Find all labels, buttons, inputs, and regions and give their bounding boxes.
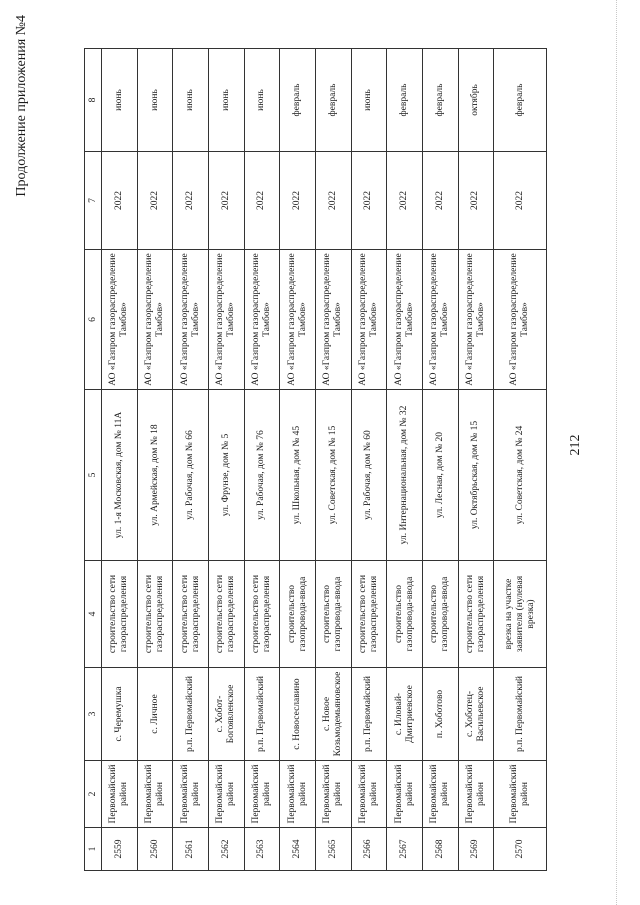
table-cell-col-1: 2566 [351,828,387,871]
table-cell-col-2: Первомайский район [422,761,458,828]
table-cell-col-5: ул. Советская, дом № 24 [494,390,547,561]
table-row [422,49,458,871]
table-cell-col-4: строительство сети газораспределения [102,561,138,668]
table-cell-col-7: 2022 [102,152,138,250]
table-cell-col-2: Первомайский район [494,761,547,828]
table-cell-col-7: 2022 [387,152,423,250]
table-cell-col-4: строительство сети газораспределения [208,561,244,668]
table-cell-col-3: с. Личное [137,668,173,761]
table-row [458,49,494,871]
table-body [102,49,547,871]
table-cell-col-5: ул. Армейская, дом № 18 [137,390,173,561]
table-cell-col-8: июнь [351,49,387,152]
table-cell-col-1: 2569 [458,828,494,871]
table-cell-col-7: 2022 [244,152,280,250]
table-cell-col-6: АО «Газпром газораспределение Тамбов» [494,250,547,390]
table-cell-col-2: Первомайский район [208,761,244,828]
table-cell-col-5: ул. Лесная, дом № 20 [422,390,458,561]
table-cell-col-4: строительство сети газораспределения [244,561,280,668]
table-cell-col-8: июнь [244,49,280,152]
table-cell-col-3: с. Хоботец-Васильевское [458,668,494,761]
column-header-1: 1 [85,828,102,871]
table-cell-col-6: АО «Газпром газораспределение Тамбов» [102,250,138,390]
scan-artifact-line [616,0,618,905]
table-cell-col-5: ул. Октябрьская, дом № 15 [458,390,494,561]
table-cell-col-7: 2022 [173,152,209,250]
appendix-caption: Продолжение приложения №4 [14,15,29,197]
table-cell-col-4: строительство сети газораспределения [458,561,494,668]
table-cell-col-4: строительство газопровода-ввода [315,561,351,668]
table-cell-col-8: февраль [422,49,458,152]
table-row [208,49,244,871]
table-cell-col-3: с. Новое Козьмодемьяновское [315,668,351,761]
table-cell-col-1: 2567 [387,828,423,871]
table-cell-col-7: 2022 [494,152,547,250]
table-cell-col-8: июнь [208,49,244,152]
table-cell-col-8: февраль [315,49,351,152]
table-cell-col-3: с. Новосеславино [280,668,316,761]
table-cell-col-5: ул. Советская, дом № 15 [315,390,351,561]
table-row [494,49,547,871]
table-cell-col-6: АО «Газпром газораспределение Тамбов» [137,250,173,390]
table-cell-col-1: 2561 [173,828,209,871]
table-cell-col-4: врезка на участке заявителя (нулевая врезка) [494,561,547,668]
table-cell-col-1: 2568 [422,828,458,871]
table-cell-col-6: АО «Газпром газораспределение Тамбов» [208,250,244,390]
table-cell-col-3: с. Черемушка [102,668,138,761]
table-cell-col-8: февраль [494,49,547,152]
table-header-row [85,49,102,871]
table-cell-col-5: ул. Фрунзе, дом № 5 [208,390,244,561]
table-cell-col-6: АО «Газпром газораспределение Тамбов» [315,250,351,390]
table-cell-col-5: ул. Рабочая, дом № 66 [173,390,209,561]
column-header-4: 4 [85,561,102,668]
table-cell-col-3: с. Хобот-Богоявленское [208,668,244,761]
table-row [315,49,351,871]
table-cell-col-4: строительство газопровода-ввода [422,561,458,668]
table-row [102,49,138,871]
table-row [173,49,209,871]
table-cell-col-3: р.п. Первомайский [494,668,547,761]
table-cell-col-4: строительство сети газораспределения [351,561,387,668]
table-cell-col-8: февраль [387,49,423,152]
table-cell-col-1: 2562 [208,828,244,871]
page-number: 212 [568,434,583,456]
table-cell-col-6: АО «Газпром газораспределение Тамбов» [173,250,209,390]
table-cell-col-8: июнь [173,49,209,152]
table-cell-col-1: 2570 [494,828,547,871]
table-cell-col-2: Первомайский район [387,761,423,828]
table-cell-col-6: АО «Газпром газораспределение Тамбов» [280,250,316,390]
table-cell-col-6: АО «Газпром газораспределение Тамбов» [387,250,423,390]
table-cell-col-8: июнь [102,49,138,152]
table-cell-col-1: 2559 [102,828,138,871]
column-header-5: 5 [85,390,102,561]
table-cell-col-5: ул. 1-я Московская, дом № 11А [102,390,138,561]
table-cell-col-7: 2022 [458,152,494,250]
table-cell-col-2: Первомайский район [137,761,173,828]
table-cell-col-7: 2022 [315,152,351,250]
table-cell-col-7: 2022 [422,152,458,250]
document-table [84,48,547,871]
table-cell-col-3: п. Хоботово [422,668,458,761]
table-cell-col-7: 2022 [137,152,173,250]
table-cell-col-3: р.п. Первомайский [351,668,387,761]
column-header-8: 8 [85,49,102,152]
table-cell-col-4: строительство сети газораспределения [173,561,209,668]
table-cell-col-5: ул. Рабочая, дом № 60 [351,390,387,561]
column-header-6: 6 [85,250,102,390]
table-cell-col-4: строительство газопровода-ввода [280,561,316,668]
table-cell-col-2: Первомайский район [280,761,316,828]
table-cell-col-5: ул. Рабочая, дом № 76 [244,390,280,561]
table-cell-col-1: 2565 [315,828,351,871]
table-cell-col-2: Первомайский район [458,761,494,828]
table-cell-col-2: Первомайский район [351,761,387,828]
column-header-2: 2 [85,761,102,828]
table-cell-col-1: 2563 [244,828,280,871]
table-cell-col-2: Первомайский район [244,761,280,828]
table-cell-col-1: 2560 [137,828,173,871]
table-cell-col-7: 2022 [208,152,244,250]
table-cell-col-3: р.п. Первомайский [244,668,280,761]
table-cell-col-6: АО «Газпром газораспределение Тамбов» [244,250,280,390]
table-cell-col-7: 2022 [351,152,387,250]
column-header-7: 7 [85,152,102,250]
table-row [351,49,387,871]
table-cell-col-8: октябрь [458,49,494,152]
table-cell-col-5: ул. Интернациональная, дом № 32 [387,390,423,561]
table-cell-col-4: строительство сети газораспределения [137,561,173,668]
table-cell-col-2: Первомайский район [102,761,138,828]
table-row [387,49,423,871]
table-row [280,49,316,871]
table-cell-col-8: июнь [137,49,173,152]
table-row [137,49,173,871]
table-cell-col-5: ул. Школьная, дом № 45 [280,390,316,561]
table-cell-col-6: АО «Газпром газораспределение Тамбов» [458,250,494,390]
table-cell-col-3: с. Иловай-Дмитриевское [387,668,423,761]
table-cell-col-4: строительство газопровода-ввода [387,561,423,668]
table-cell-col-3: р.п. Первомайский [173,668,209,761]
table-cell-col-7: 2022 [280,152,316,250]
table-cell-col-8: февраль [280,49,316,152]
table-cell-col-6: АО «Газпром газораспределение Тамбов» [422,250,458,390]
table-cell-col-2: Первомайский район [173,761,209,828]
column-header-3: 3 [85,668,102,761]
table-cell-col-2: Первомайский район [315,761,351,828]
table-cell-col-6: АО «Газпром газораспределение Тамбов» [351,250,387,390]
table-cell-col-1: 2564 [280,828,316,871]
table-row [244,49,280,871]
